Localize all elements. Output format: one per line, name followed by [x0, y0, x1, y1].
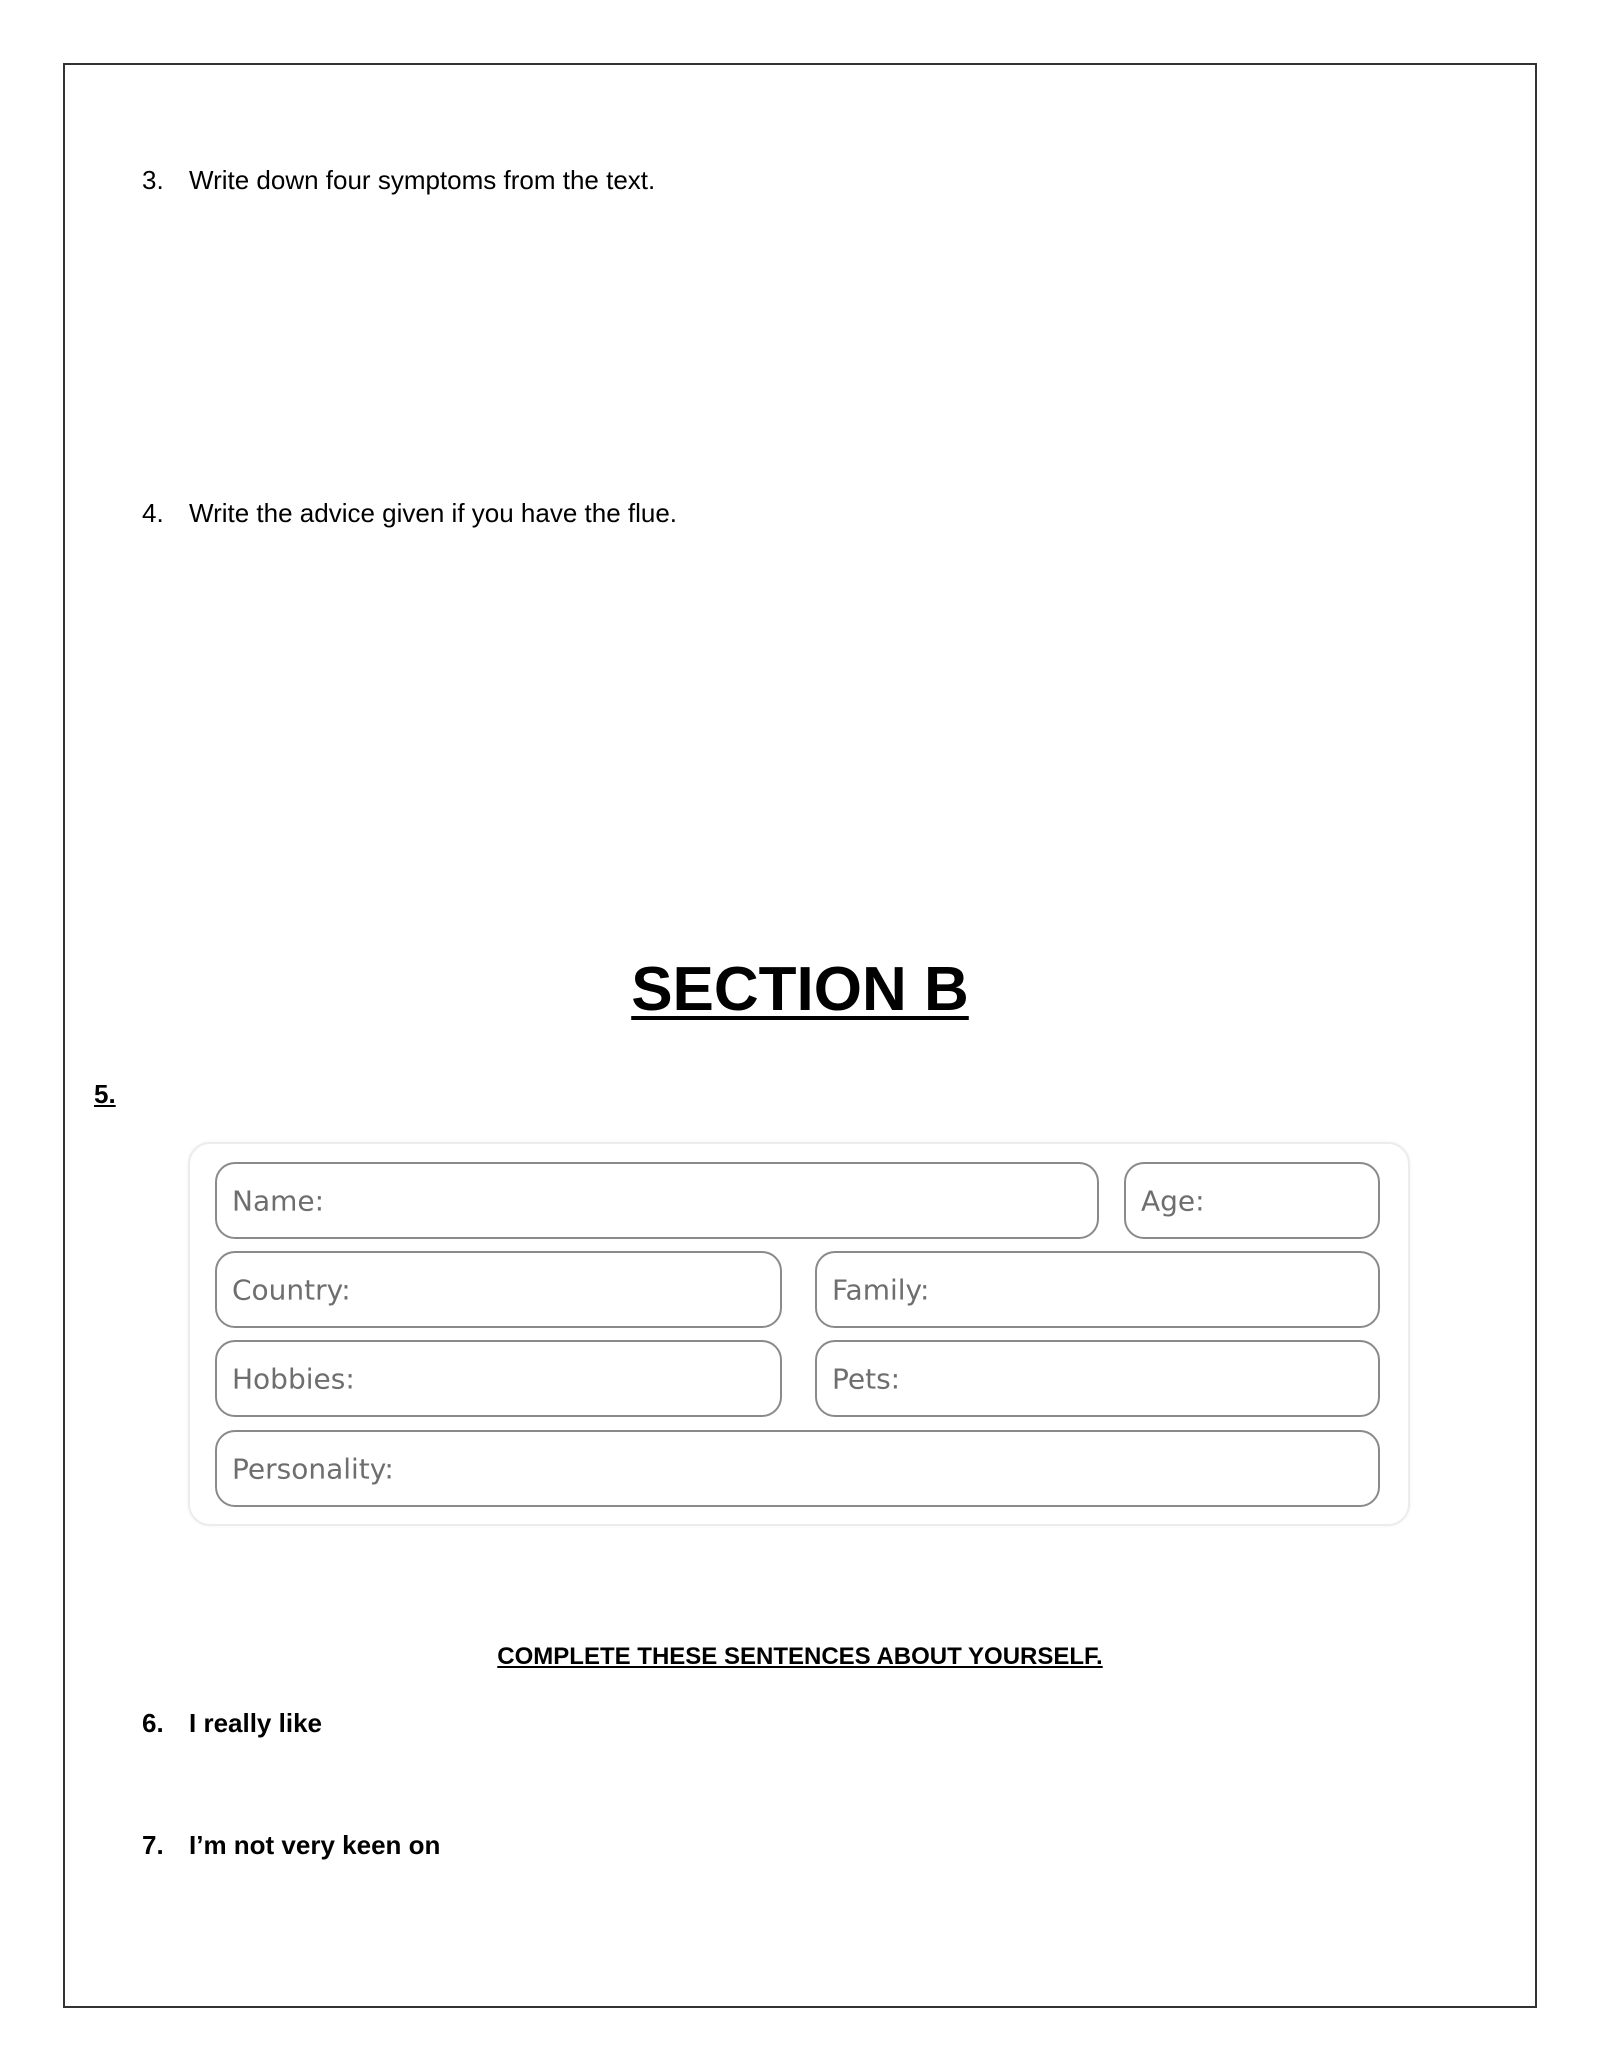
age-field[interactable] — [1124, 1162, 1380, 1239]
family-field-label: Family: — [832, 1273, 930, 1306]
name-field[interactable] — [215, 1162, 1099, 1239]
question-text: Write down four symptoms from the text. — [189, 165, 656, 195]
question-text: Write the advice given if you have the flue. — [189, 498, 678, 528]
question-number: 3. — [142, 165, 164, 195]
country-field-label: Country: — [232, 1273, 351, 1306]
sentence-number: 7. — [142, 1830, 164, 1860]
section-title: SECTION B — [631, 955, 969, 1024]
instruction-text: COMPLETE THESE SENTENCES ABOUT YOURSELF. — [497, 1643, 1103, 1670]
pets-field-label: Pets: — [832, 1362, 901, 1395]
instruction-heading — [0, 1642, 1600, 1672]
sentence-prompt: I’m not very keen on — [189, 1830, 441, 1860]
section-heading — [0, 952, 1600, 1028]
country-field[interactable] — [215, 1251, 782, 1328]
age-field-label: Age: — [1141, 1184, 1205, 1217]
question-number: 4. — [142, 498, 164, 528]
sentence-number: 6. — [142, 1708, 164, 1738]
hobbies-field[interactable] — [215, 1340, 782, 1417]
sentence-prompt: I really like — [189, 1708, 322, 1738]
name-field-label: Name: — [232, 1184, 325, 1217]
personality-field[interactable] — [215, 1430, 1380, 1507]
personality-field-label: Personality: — [232, 1452, 394, 1485]
pets-field[interactable] — [815, 1340, 1380, 1417]
family-field[interactable] — [815, 1251, 1380, 1328]
question-5-number: 5. — [94, 1079, 116, 1109]
hobbies-field-label: Hobbies: — [232, 1362, 355, 1395]
